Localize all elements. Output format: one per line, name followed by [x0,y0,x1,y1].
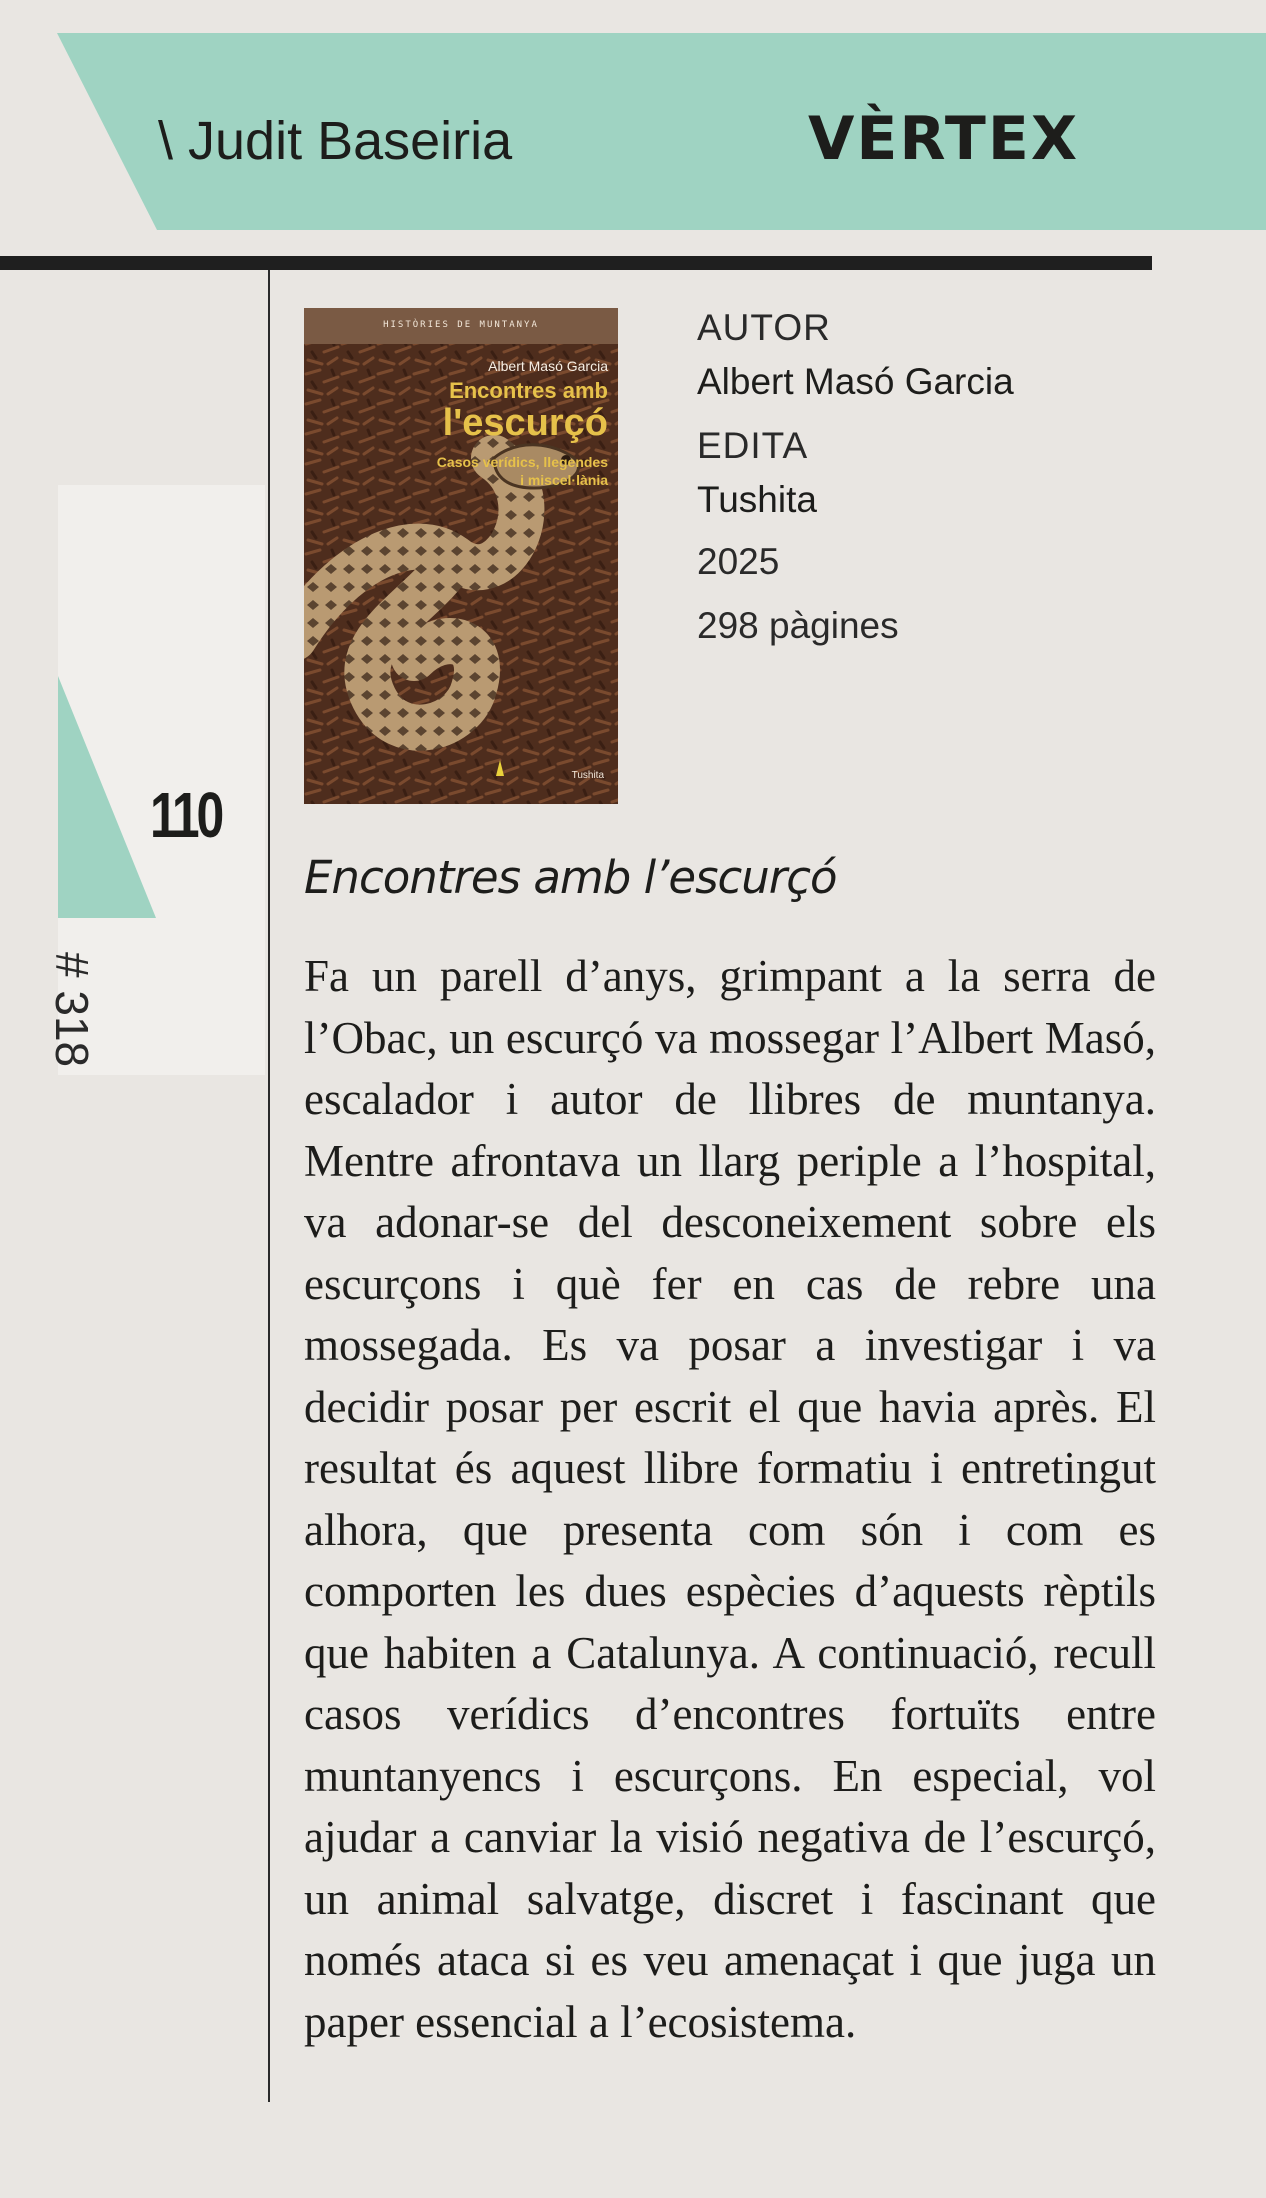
cover-publisher: Tushita [571,770,604,781]
cover-title-line1: Encontres amb [449,378,608,403]
cover-subtitle-line1: Casos verídics, llegendes [436,454,608,470]
book-author: Albert Masó Garcia [697,361,1014,402]
cover-subtitle-line2: i miscel·lània [520,472,608,488]
article-body: Fa un parell d’anys, grimpant a la serra de l’Obac, un escurçó va mossegar l’Albert Masó, escalador i autor de llibres de muntanya. Mentre afrontava un llarg periple a l’hospital, va adonar-se del desconeixement sobre els escurçons i què fer en cas de rebre una mossegada. Es va posar a investigar i va decidir posar per escrit el que havia après. El resultat és aquest llibre formatiu i entretingut alhora, que presenta com són i com es comporten les dues espècies d’aquests rèptils que habiten a Catalunya. A continuació, recull casos verídics d’encontres fortuïts entre muntanyencs i escurçons. En especial, vol ajudar a canviar la visió negativa de l’escurçó, un animal salvatge, discret i fascinant que només ataca si es veu amenaçat i que juga un paper essencial a l’ecosistema. [304,951,1156,2047]
publisher-label: EDITA [697,425,809,466]
page-number: 110 [150,779,222,851]
book-title: Encontres amb l’escurçó [304,851,837,904]
issue-number: # 318 [46,952,98,1068]
cover-series: HISTÒRIES DE MUNTANYA [383,320,539,330]
header-rule [0,256,1152,270]
book-year: 2025 [697,541,780,582]
book-pages: 298 pàgines [697,605,899,646]
cover-title-line2: l'escurçó [442,402,608,444]
author-label: AUTOR [697,307,831,348]
book-meta [697,300,1197,658]
article-author: \ Judit Baseiria [158,111,513,171]
cover-author: Albert Masó Garcia [488,358,608,374]
book-cover-image [304,308,618,804]
magazine-logo: VÈRTEX [808,104,1080,174]
book-publisher: Tushita [697,479,817,520]
column-divider [268,270,270,2102]
